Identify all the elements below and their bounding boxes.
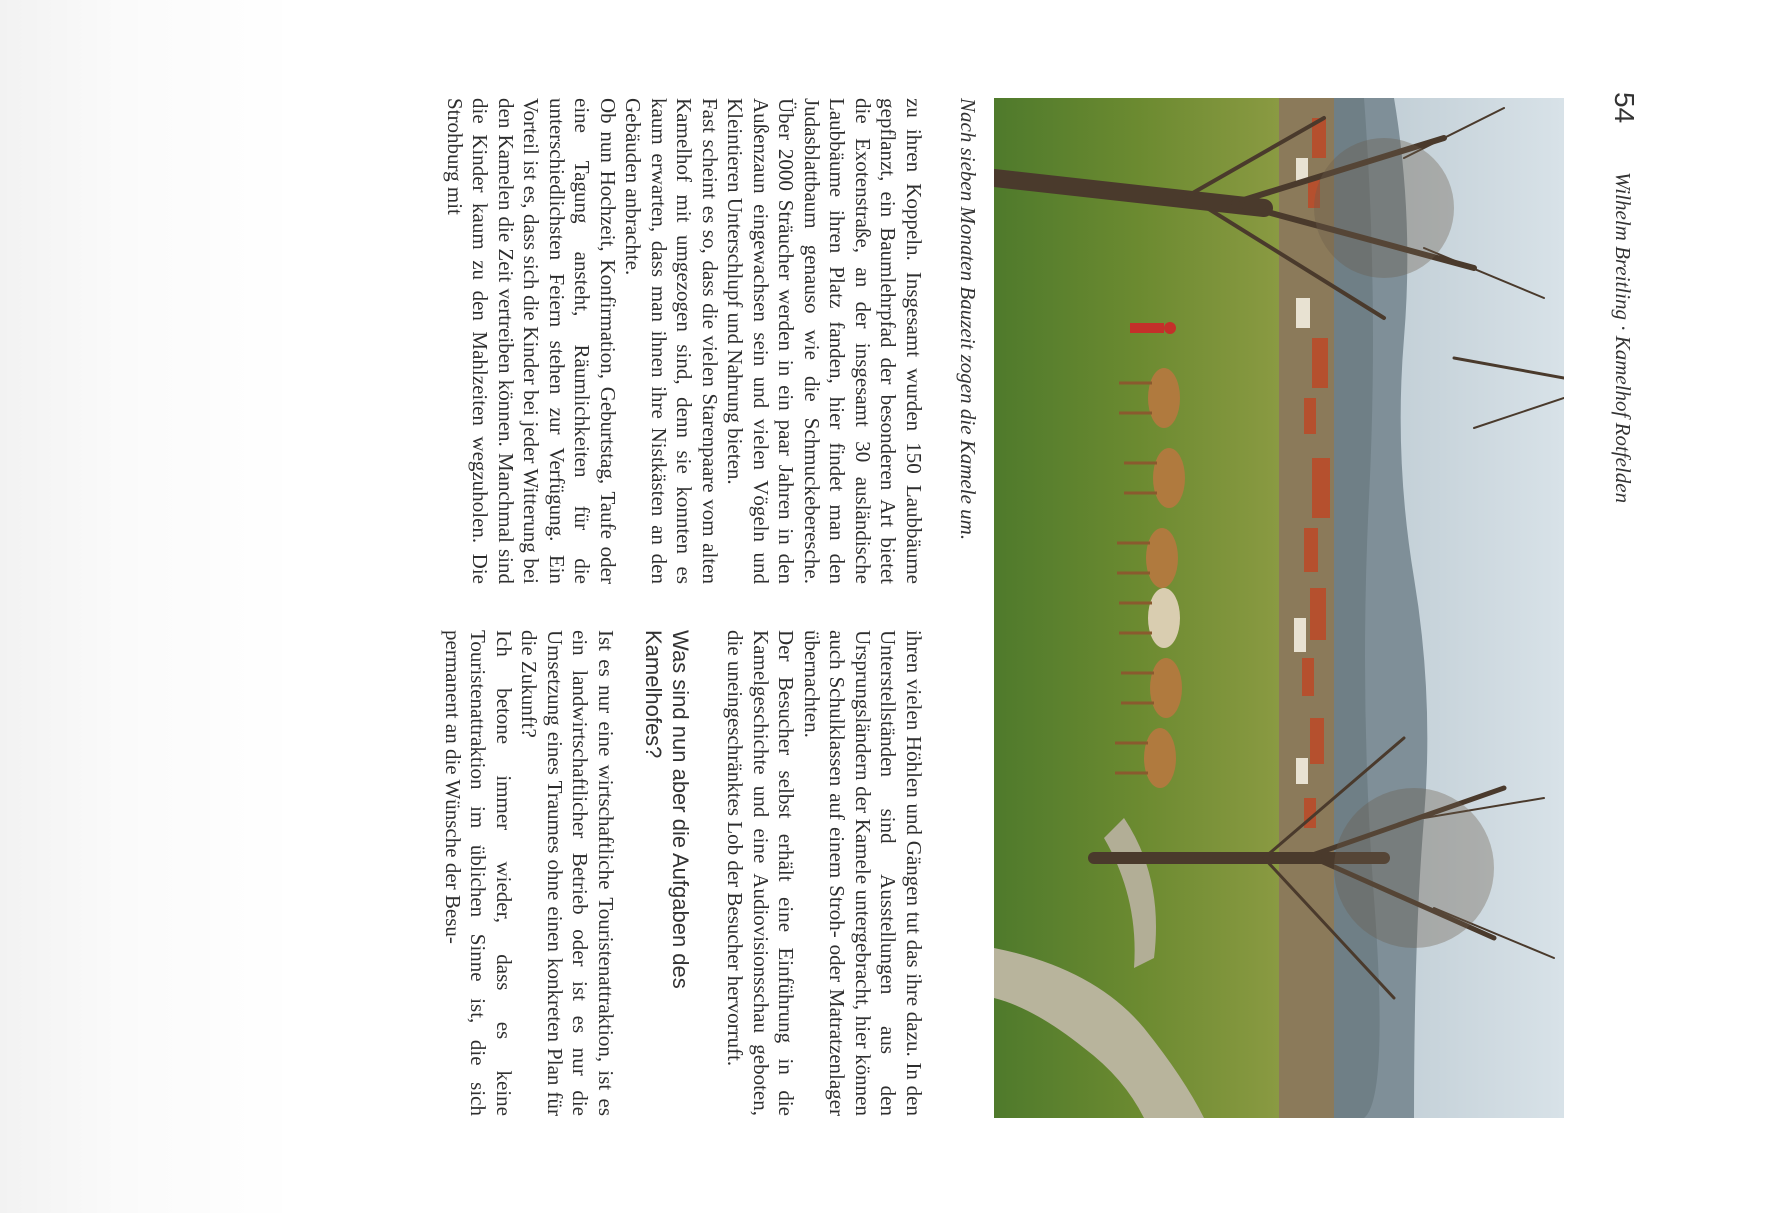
paragraph: Ob nun Hochzeit, Konfirmation, Geburtstag, Taufe oder eine Tagung ansteht, Räumlichkeiten für die unterschiedlichsten Feiern stehen zur Verfügung. Ein Vorteil ist es, dass sich die Kinder bei jeder Witterung bei den Kamelen die Zeit vertreiben können. Manchmal sind die Kinder kaum zu den Mahlzeiten wegzuholen. Die Strohburg mit [443,98,620,584]
book-page [136,80,1656,1140]
paragraph: Fast scheint es so, dass die vielen Starenpaare vom alten Kamelhof mit umgezogen sind, denn sie konnten es kaum erwarten, dass man ihnen ihre Nistkästen an den Gebäuden anbrachte. [621,98,722,584]
text-column-left [442,98,927,584]
text-column-right [440,630,927,1116]
photo-caption: Nach sieben Monaten Bauzeit zogen die Kamele um. [956,98,980,541]
paragraph: Ich betone immer wieder, dass es keine Touristenattraktion im üblichen Sinne ist, die sich permanent an die Wünsche der Besu- [441,630,516,1116]
page-number: 54 [1609,92,1640,124]
paragraph: ihren vielen Höhlen und Gängen tut das ihre dazu. In den Unterstellständen sind Ausstellungen aus den Ursprungsländern der Kamele untergebracht, hier können auch Schulklassen auf einem Stroh- oder Matratzenlager übernachten. [800,630,926,1116]
paragraph: Ist es nur eine wirtschaftliche Touristenattraktion, ist es ein landwirtschaftlicher Betrieb oder ist es nur die Umsetzung eines Traumes ohne einen konkreten Plan für die Zukunft? [517,630,618,1116]
camel-photo [994,98,1564,1118]
section-subheading: Was sind nun aber die Aufgaben des Kamelhofes? [641,630,693,989]
running-head: Wilhelm Breitling · Kamelhof Rotfelden [1611,172,1635,504]
paragraph: Der Besucher selbst erhält eine Einführung in die Kamelgeschichte und eine Audiovisionsschau geboten, die uneingeschränktes Lob der Besucher hervorruft. [723,630,799,1116]
paragraph: zu ihren Koppeln. Insgesamt wurden 150 Laubbäume gepflanzt, ein Baumlehrpfad der besonderen Art bietet die Exotenstraße, an der insgesamt 30 ausländische Laubbäume ihren Platz fanden, hier findet man den Judasblattbaum genauso wie die Schmuckeberesche. Über 2000 Sträucher werden in ein paar Jahren in den Außenzaun eingewachsen sein und vielen Vögeln und Kleintieren Unterschlupf und Nahrung bieten. [723,98,926,584]
